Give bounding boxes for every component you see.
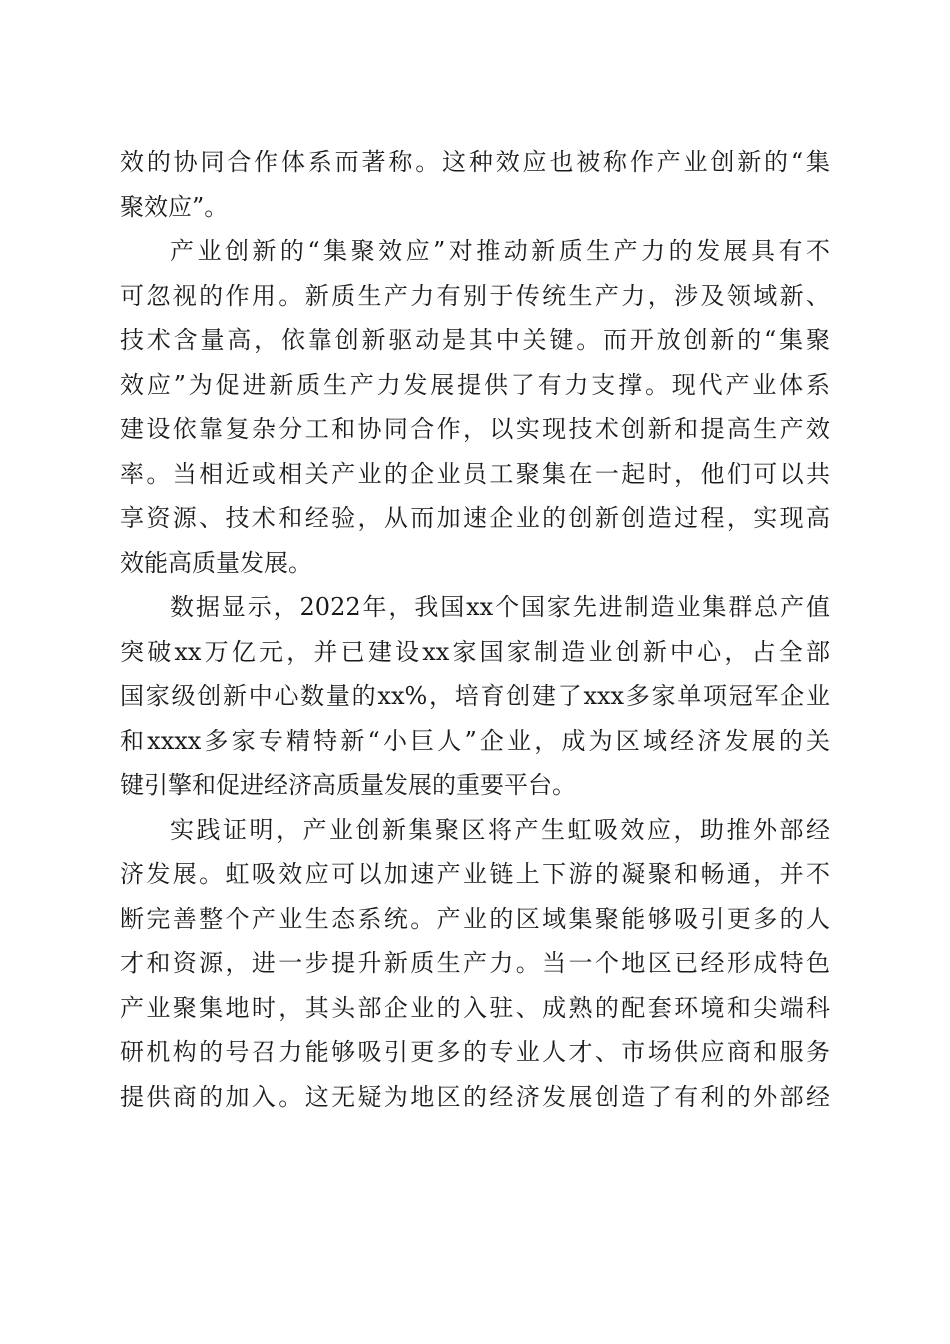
text-line: 数据显示，2022年，我国xx个国家先进制造业集群总产值 bbox=[170, 593, 830, 621]
text-line: 建设依靠复杂分工和协同合作，以实现技术创新和提高生产效 bbox=[120, 415, 830, 443]
text-line: 研机构的号召力能够吸引更多的专业人才、市场供应商和服务 bbox=[120, 1038, 830, 1066]
text-line: 享资源、技术和经验，从而加速企业的创新创造过程，实现高 bbox=[120, 504, 830, 532]
text-line: 率。当相近或相关产业的企业员工聚集在一起时，他们可以共 bbox=[120, 459, 830, 488]
text-line: 键引擎和促进经济高质量发展的重要平台。 bbox=[120, 771, 576, 799]
text-line: 济发展。虹吸效应可以加速产业链上下游的凝聚和畅通，并不 bbox=[120, 860, 830, 888]
text-line: 和xxxx多家专精特新“小巨人”企业，成为区域经济发展的关 bbox=[120, 726, 830, 755]
text-line: 产业创新的“集聚效应”对推动新质生产力的发展具有不 bbox=[170, 237, 830, 265]
text-line: 技术含量高，依靠创新驱动是其中关键。而开放创新的“集聚 bbox=[120, 326, 830, 354]
text-line: 效的协同合作体系而著称。这种效应也被称作产业创新的“集 bbox=[120, 148, 830, 176]
text-line: 效应”为促进新质生产力发展提供了有力支撑。现代产业体系 bbox=[120, 370, 830, 399]
text-line: 国家级创新中心数量的xx%，培育创建了xxx多家单项冠军企业 bbox=[120, 682, 830, 710]
text-line: 实践证明，产业创新集聚区将产生虹吸效应，助推外部经 bbox=[170, 815, 830, 844]
text-line: 才和资源，进一步提升新质生产力。当一个地区已经形成特色 bbox=[120, 949, 830, 977]
text-line: 断完善整个产业生态系统。产业的区域集聚能够吸引更多的人 bbox=[120, 904, 830, 933]
text-line: 效能高质量发展。 bbox=[120, 548, 312, 577]
text-line: 提供商的加入。这无疑为地区的经济发展创造了有利的外部经 bbox=[120, 1082, 830, 1111]
text-line: 突破xx万亿元，并已建设xx家国家制造业创新中心，占全部 bbox=[120, 637, 830, 666]
text-line: 可忽视的作用。新质生产力有别于传统生产力，涉及领域新、 bbox=[120, 281, 830, 310]
text-line: 聚效应”。 bbox=[120, 192, 229, 221]
text-line: 产业聚集地时，其头部企业的入驻、成熟的配套环境和尖端科 bbox=[120, 993, 830, 1022]
body-text bbox=[120, 140, 830, 1119]
